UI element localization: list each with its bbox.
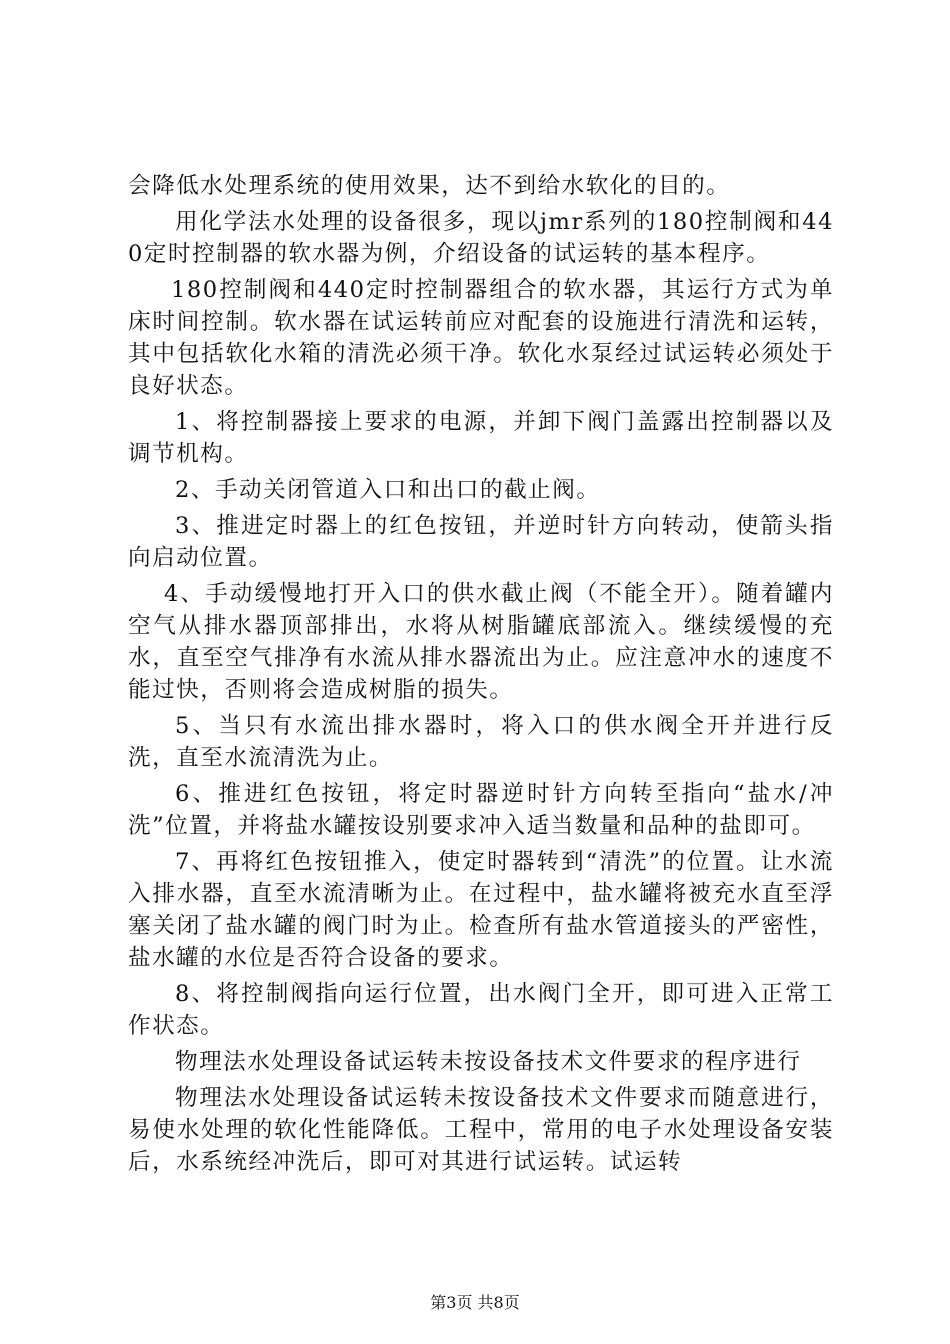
paragraph-physical-method: 物理法水处理设备试运转未按设备技术文件要求而随意进行，易使水处理的软化性能降低。工程中，常用的电子水处理设备安装后，水系统经冲洗后，即可对其进行试运转。试运转: [128, 1085, 834, 1175]
step-5: 5、当只有水流出排水器时，将入口的供水阀全开并进行反洗，直至水流清洗为止。: [128, 713, 834, 771]
paragraph-continuation: 会降低水处理系统的使用效果，达不到给水软化的目的。: [128, 173, 731, 199]
step-3: 3、推进定时器上的红色按钮，并逆时针方向转动，使箭头指向启动位置。: [128, 513, 834, 571]
paragraph-intro: 用化学法水处理的设备很多，现以jmr系列的180控制阀和440定时控制器的软水器为例，介绍设备的试运转的基本程序。: [128, 209, 834, 267]
step-2: 2、手动关闭管道入口和出口的截止阀。: [175, 477, 601, 503]
step-7: 7、再将红色按钮推入，使定时器转到“清洗”的位置。让水流入排水器，直至水流清晰为止。在过程中，盐水罐将被充水直至浮塞关闭了盐水罐的阀门时为止。检查所有盐水管道接头的严密性，盐水罐的水位是否符合设备的要求。: [128, 849, 834, 971]
step-1: 1、将控制器接上要求的电源，并卸下阀门盖露出控制器以及调节机构。: [128, 409, 834, 467]
step-4: 4、手动缓慢地打开入口的供水截止阀（不能全开）。随着罐内空气从排水器顶部排出，水将从树脂罐底部流入。继续缓慢的充水，直至空气排净有水流从排水器流出为止。应注意冲水的速度不能过快，否则将会造成树脂的损失。: [128, 581, 834, 703]
step-6: 6、推进红色按钮，将定时器逆时针方向转至指向“盐水/冲洗”位置，并将盐水罐按设别要求冲入适当数量和品种的盐即可。: [128, 781, 834, 839]
page-footer: 第3页 共8页: [430, 1293, 520, 1312]
paragraph-operation-mode: 180控制阀和440定时控制器组合的软水器，其运行方式为单床时间控制。软水器在试运转前应对配套的设施进行清洗和运转，其中包括软化水箱的清洗必须干净。软化水泵经过试运转必须处于良好状态。: [128, 277, 834, 399]
section-heading: 物理法水处理设备试运转未按设备技术文件要求的程序进行: [175, 1049, 802, 1075]
document-body: [128, 170, 834, 1182]
step-8: 8、将控制阀指向运行位置，出水阀门全开，即可进入正常工作状态。: [128, 981, 834, 1039]
